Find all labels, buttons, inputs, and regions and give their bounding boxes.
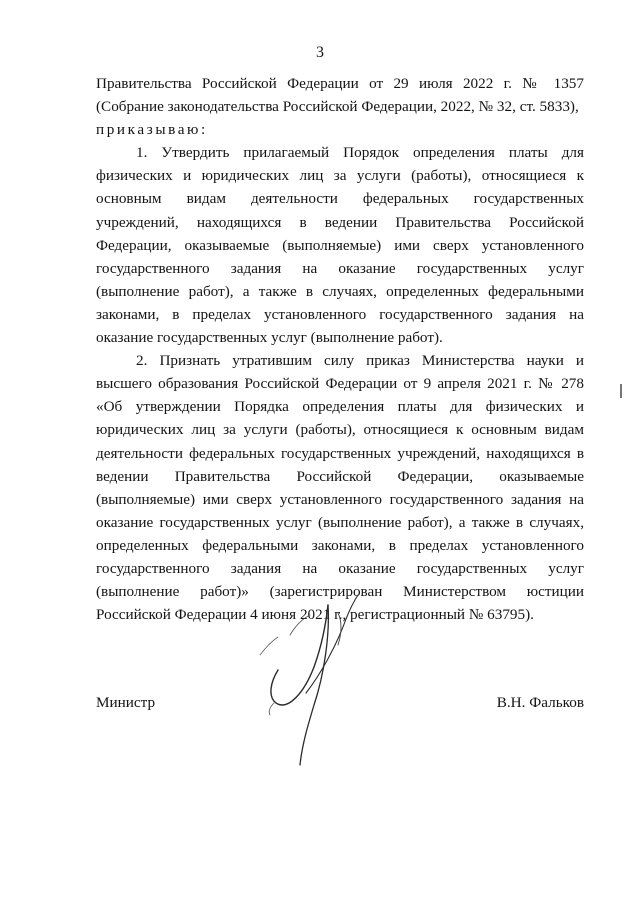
order-item-2: 2. Признать утратившим силу приказ Министерства науки и высшего образования Российской Федерации от 9 апреля 2021 г. № 278 «Об утверждении Порядка определения платы для физических и юридических лиц за услуги (работы), относящиеся к основным видам деятельности федеральных государственных учреждений, находящихся в ведении Правительства Российской Федерации, оказываемые (выполняемые) ими сверх установленного государственного задания на оказание государственных услуг (выполнение работ), а также в случаях, определенных федеральными законами, в пределах установленного государственного задания на оказание государственных услуг (выполнение работ)» (зарегистрирован Министерством юстиции Российской Федерации 4 июня 2021 г., регистрационный № 63795).: [96, 352, 584, 624]
document-body: [96, 72, 584, 626]
scan-margin-mark: [620, 384, 622, 398]
order-item-1: 1. Утвердить прилагаемый Порядок определения платы для физических и юридических лиц за услуги (работы), относящиеся к основным видам деятельности федеральных государственных учреждений, находящихся в ведении Правительства Российской Федерации, оказываемые (выполняемые) ими сверх установленного государственного задания на оказание государственных услуг (выполнение работ), а также в случаях, определенных федеральными законами, в пределах установленного государственного задания на оказание государственных услуг (выполнение работ).: [96, 144, 584, 347]
signatory-title: Министр: [96, 694, 156, 711]
signature-block: [96, 694, 584, 718]
order-word: приказываю:: [96, 121, 208, 139]
signatory-name: В.Н. Фальков: [496, 694, 584, 711]
handwritten-signature: [230, 575, 400, 775]
page-number: 3: [316, 44, 324, 61]
intro-text: Правительства Российской Федерации от 29 июля 2022 г. № 1357 (Собрание законодательства Российской Федерации, 2022, № 32, ст. 5833),: [96, 75, 584, 116]
intro-paragraph: [96, 72, 584, 141]
